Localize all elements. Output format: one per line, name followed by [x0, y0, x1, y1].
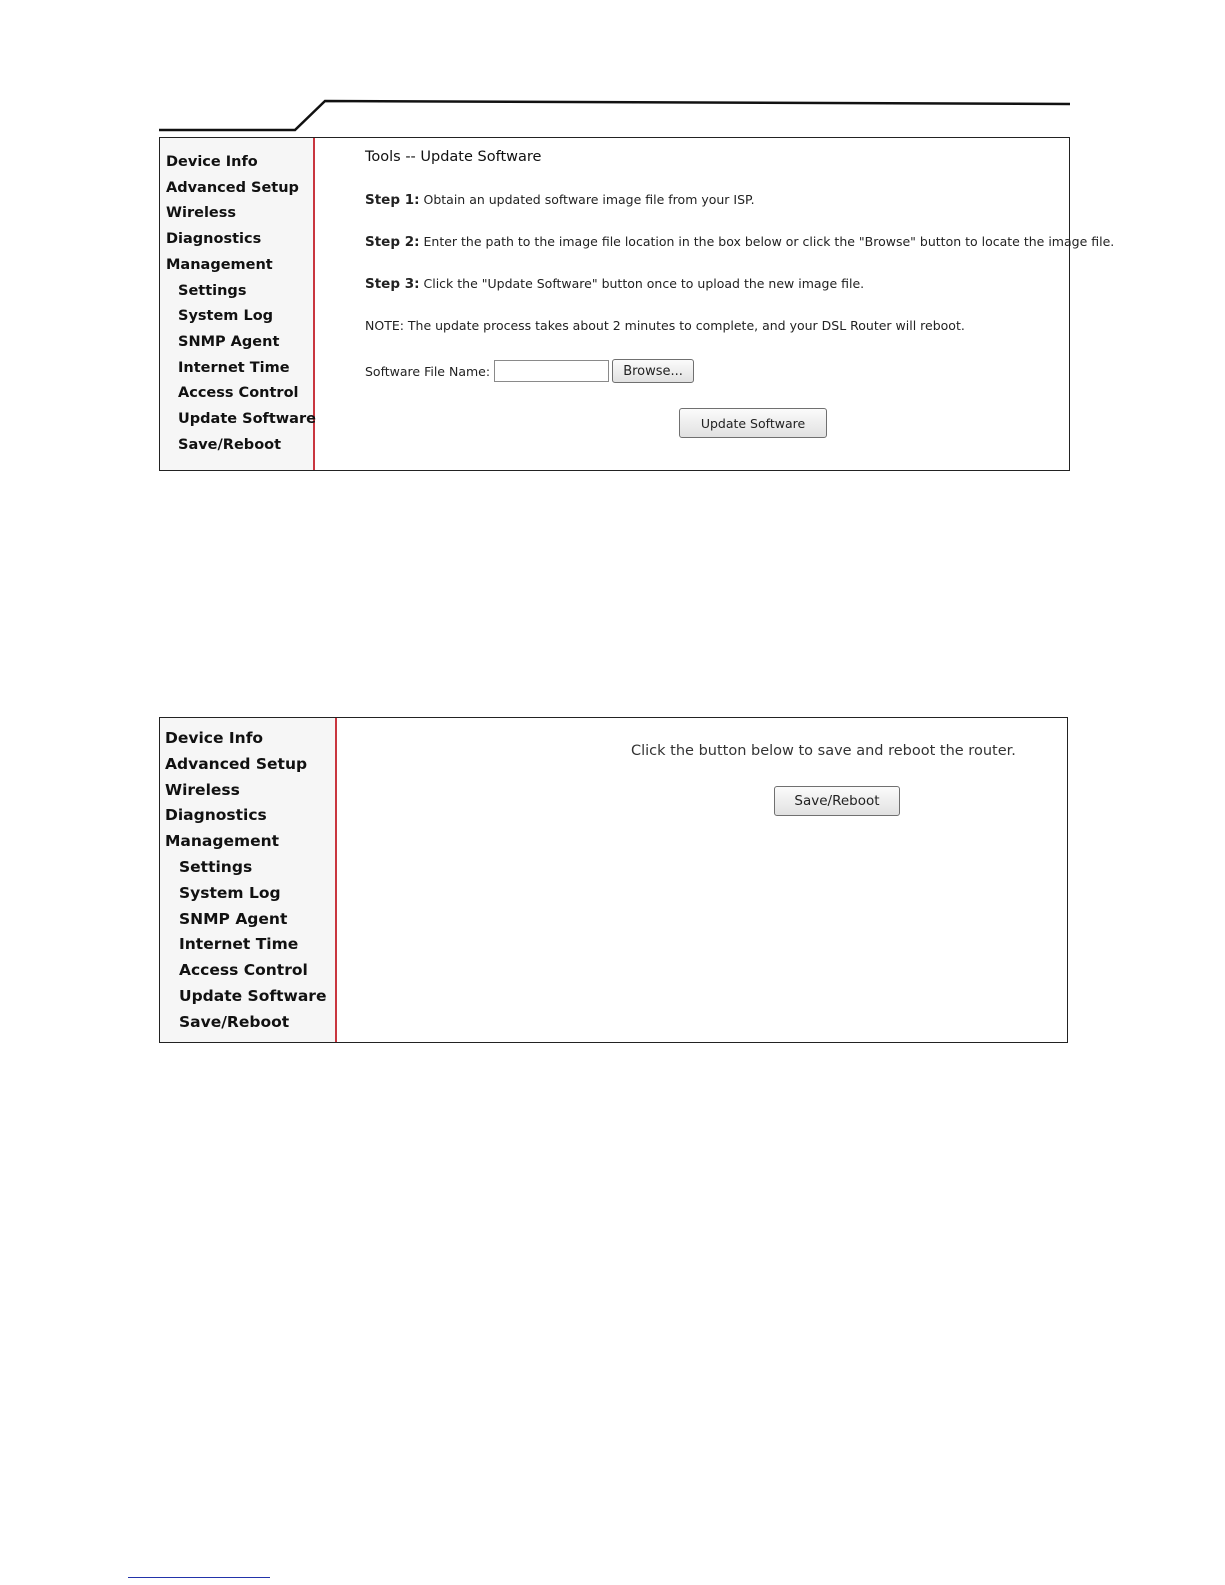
step-2-text: Enter the path to the image file location in the box below or click the "Browse" button to locate the image file.	[423, 234, 1115, 249]
step-3-label: Step 3:	[365, 276, 420, 292]
sidebar-item-update-software[interactable]: Update Software	[179, 986, 327, 1005]
sidebar-item-device-info[interactable]: Device Info	[165, 729, 264, 747]
sidebar-list	[166, 150, 316, 458]
sidebar-item-snmp-agent[interactable]: SNMP Agent	[178, 333, 280, 350]
sidebar-item-snmp-agent[interactable]: SNMP Agent	[179, 909, 288, 928]
save-reboot-panel	[159, 717, 1068, 1043]
sidebar-item-system-log[interactable]: System Log	[179, 883, 281, 902]
sidebar-list	[165, 726, 335, 1036]
sidebar-item-access-control[interactable]: Access Control	[178, 385, 299, 402]
sidebar-item-wireless[interactable]: Wireless	[166, 205, 237, 222]
sidebar-item-internet-time[interactable]: Internet Time	[178, 359, 290, 376]
sidebar-item-settings[interactable]: Settings	[178, 282, 247, 299]
step-1	[365, 192, 755, 208]
sidebar-item-management[interactable]: Management	[166, 256, 273, 273]
header-rule	[0, 0, 1225, 140]
sidebar-item-management[interactable]: Management	[165, 832, 280, 851]
save-reboot-button[interactable]: Save/Reboot	[774, 786, 900, 816]
sidebar-item-save-reboot[interactable]: Save/Reboot	[179, 1012, 290, 1031]
update-software-panel	[159, 137, 1115, 471]
sidebar-item-save-reboot[interactable]: Save/Reboot	[178, 436, 282, 453]
file-row	[365, 359, 694, 383]
sidebar-item-wireless[interactable]: Wireless	[165, 780, 240, 799]
step-1-label: Step 1:	[365, 192, 420, 208]
sidebar-item-system-log[interactable]: System Log	[178, 308, 274, 325]
sidebar-item-advanced-setup[interactable]: Advanced Setup	[165, 754, 308, 773]
sidebar-item-access-control[interactable]: Access Control	[179, 961, 308, 980]
step-2-label: Step 2:	[365, 234, 420, 250]
sidebar-item-internet-time[interactable]: Internet Time	[179, 935, 299, 954]
file-name-label: Software File Name:	[365, 363, 491, 379]
sidebar-item-device-info[interactable]: Device Info	[166, 154, 258, 170]
update-note: NOTE: The update process takes about 2 minutes to complete, and your DSL Router will reboot.	[365, 318, 965, 333]
page-title: Tools -- Update Software	[365, 149, 542, 165]
sidebar-item-diagnostics[interactable]: Diagnostics	[165, 806, 267, 825]
step-2	[365, 234, 1114, 250]
sidebar-item-diagnostics[interactable]: Diagnostics	[166, 231, 262, 248]
step-1-text: Obtain an updated software image file from your ISP.	[423, 192, 755, 207]
file-name-input[interactable]	[494, 360, 609, 382]
footer-link-underline	[128, 1577, 270, 1578]
save-reboot-message: Click the button below to save and reboot the router.	[631, 743, 1016, 759]
sidebar-nav	[160, 138, 315, 470]
step-3	[365, 276, 864, 292]
sidebar-item-update-software[interactable]: Update Software	[178, 411, 316, 428]
update-software-button[interactable]: Update Software	[679, 408, 827, 438]
step-3-text: Click the "Update Software" button once to upload the new image file.	[423, 276, 865, 291]
browse-button[interactable]: Browse...	[612, 359, 694, 383]
sidebar-nav	[160, 718, 337, 1042]
sidebar-item-settings[interactable]: Settings	[179, 857, 253, 876]
sidebar-item-advanced-setup[interactable]: Advanced Setup	[166, 179, 299, 196]
